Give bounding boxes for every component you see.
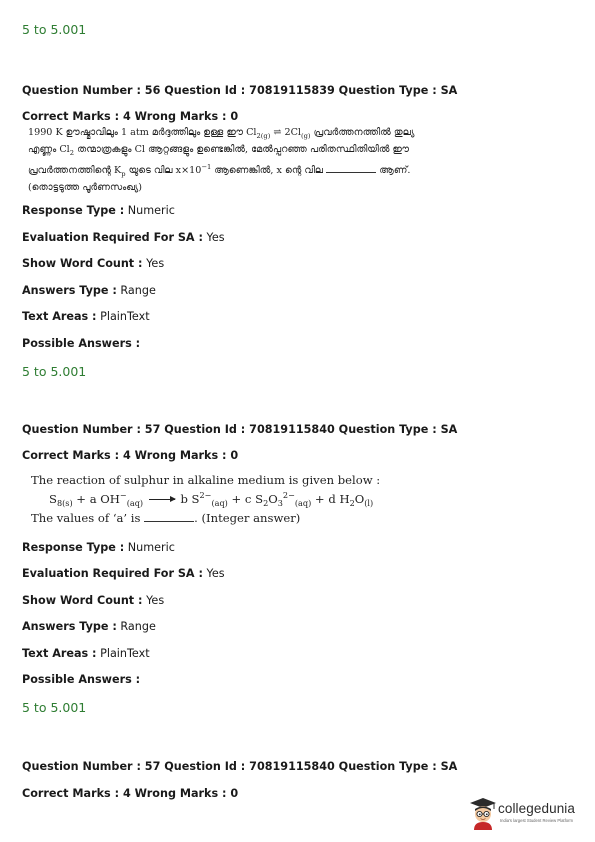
reaction-arrow [149, 499, 175, 500]
q57-show-word-count: Show Word Count : Yes [22, 594, 165, 607]
q56-marks: Correct Marks : 4 Wrong Marks : 0 [22, 110, 239, 123]
previous-possible-answer: 5 to 5.001 [22, 22, 87, 37]
answer-blank [144, 521, 194, 522]
q57-answers-type: Answers Type : Range [22, 620, 156, 633]
q56-response-type: Response Type : Numeric [22, 204, 175, 217]
q56-possible-answer: 5 to 5.001 [22, 364, 87, 379]
q56-question-text: 1990 K ഊഷ്മാവിലും 1 atm മർദ്ദത്തിലും ഉള്ള ഈ $Cl_{2(g)}$ ⇌ $2Cl_{(g)}$ പ്രവർത്തനത്തിൽ തുല്യ എണ്ണം $Cl_2$ തന്മാത്രകളും Cl ആറ്റങ്ങളും ഉണ്ടെങ്കിൽ, മേൽപ്പറഞ്ഞ പരിതസ്ഥിതിയിൽ ഈ പ്രവർത്തനത്തിന്റെ $K_p$ യുടെ വില $x\times 10^{-1}$ ആണെങ്കിൽ, x ന്റെ വില ആണ്. (തൊട്ടടുത്ത പൂർണസംഖ്യ) [28, 127, 415, 193]
logo-tagline: India's largest Student Review Platform [500, 818, 573, 823]
q57-text-areas: Text Areas : PlainText [22, 647, 150, 660]
q56-text-areas: Text Areas : PlainText [22, 310, 150, 323]
q56-header: Question Number : 56 Question Id : 70819115839 Question Type : SA [22, 84, 458, 97]
q57b-header: Question Number : 57 Question Id : 70819115840 Question Type : SA [22, 760, 458, 773]
q57b-marks: Correct Marks : 4 Wrong Marks : 0 [22, 787, 239, 800]
q57-header: Question Number : 57 Question Id : 70819115840 Question Type : SA [22, 423, 458, 436]
collegedunia-logo [468, 796, 583, 830]
q56-show-word-count: Show Word Count : Yes [22, 257, 165, 270]
q57-question-text: The reaction of sulphur in alkaline medium is given below : $S_{8(s)} + a$ $OH^-_{(aq)}$ b $S^{2-}_{(aq)} + c$ $S_2O_3^{2-}_{(aq)} + d$ $H_2O_{(l)}$ The values of ‘a’ is . (Integer answer) [31, 473, 381, 526]
student-mascot-icon [468, 796, 498, 830]
q56-possible-answers-label: Possible Answers : [22, 337, 141, 350]
q57-marks: Correct Marks : 4 Wrong Marks : 0 [22, 449, 239, 462]
q56-evaluation-required: Evaluation Required For SA : Yes [22, 231, 225, 244]
q57-response-type: Response Type : Numeric [22, 541, 175, 554]
answer-blank [326, 172, 376, 173]
q57-possible-answer: 5 to 5.001 [22, 700, 87, 715]
q57-possible-answers-label: Possible Answers : [22, 673, 141, 686]
logo-wordmark: collegedunia [498, 801, 576, 816]
q56-answers-type: Answers Type : Range [22, 284, 156, 297]
q57-evaluation-required: Evaluation Required For SA : Yes [22, 567, 225, 580]
